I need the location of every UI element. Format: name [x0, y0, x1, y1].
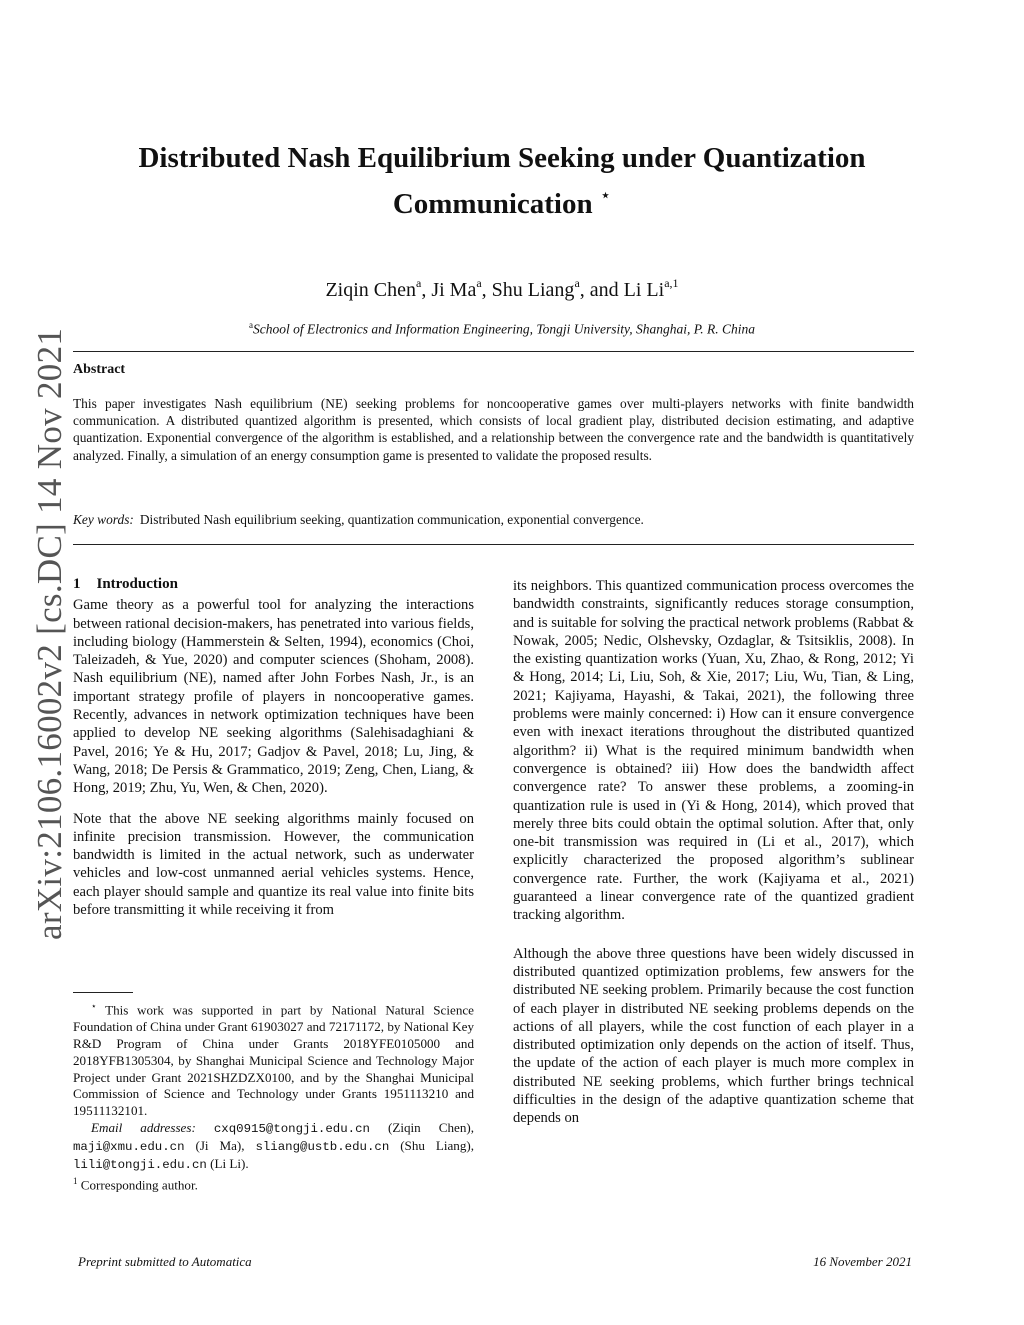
affiliation-text: School of Electronics and Information Engineering, Tongji University, Shanghai, P. R. China — [253, 321, 755, 337]
title-line-2-text: Communication — [392, 188, 593, 220]
keywords-text: Distributed Nash equilibrium seeking, quantization communication, exponential convergence. — [139, 512, 644, 527]
corresponding-footnote — [73, 1173, 474, 1194]
paragraph: Although the above three questions have been widely discussed in distributed quantized optimization problems, few answers for the distributed NE seeking problem. Primarily because the cost function of each player in distributed NE seeking problems depends on the actions of all players, while the cost function of each player in a distributed optimization only depends on the action of itself. Thus, the update of the action of each player is much more complex in distributed NE seeking problems, which further brings technical difficulties in the design of the adaptive quantization scheme that depends on — [513, 945, 914, 1127]
email-owner: (Ziqin Chen), — [388, 1119, 475, 1135]
paragraph: Game theory as a powerful tool for analyzing the interactions between rational decision-makers, has penetrated into various fields, including biology (Hammerstein & Selten, 1994), economics (Choi, Taleizadeh, & Yue, 2020) and computer sciences (Shoham, 2008). Nash equilibrium (NE), named after John Forbes Nash, Jr., is an important strategy profile of players in noncooperative games. Recently, advances in network optimization techniques have been applied to develop NE seeking algorithms (Salehisadaghiani & Pavel, 2016; Ye & Hu, 2017; Gadjov & Pavel, 2018; Lu, Jing, & Wang, 2018; De Persis & Grammatico, 2019; Zeng, Chen, Liang, & Hong, 2019; Zhu, Yu, Wen, & Chen, 2020). — [73, 597, 474, 797]
footnotes — [73, 998, 474, 1194]
funding-text: This work was supported in part by National Natural Science Foundation of China under Grant 61903027 and 72171172, by National Key R&D Program of China under Grants 2018YFE0105000 and 2018YFB1305304, by Shanghai Municipal Science and Technology Major Project under Grant 2021SHZDZX0100, and by the Shanghai Municipal Commission of Science and Technology under Grants 1951113210 and 19511132101. — [73, 1002, 474, 1119]
funding-footnote — [73, 998, 474, 1120]
author-separator: , — [421, 279, 432, 301]
divider-top — [73, 351, 914, 352]
paper-title — [80, 140, 924, 223]
author-list — [80, 269, 924, 304]
arxiv-identifier: arXiv:2106.16002v2 [cs.DC] 14 Nov 2021 — [30, 327, 69, 940]
section-title: Introduction — [96, 576, 178, 592]
divider-bottom — [73, 544, 914, 545]
corresponding-text: Corresponding author. — [80, 1177, 198, 1193]
author-name: Ji Ma — [431, 279, 477, 301]
footer-date: 16 November 2021 — [813, 1254, 912, 1269]
keywords-label: Key words: — [73, 512, 134, 527]
footnote-number-mark: 1 — [73, 1176, 78, 1187]
title-star-mark: ⋆ — [599, 185, 612, 205]
email-link[interactable]: maji@xmu.edu.cn — [73, 1139, 185, 1154]
footer-journal: Preprint submitted to Automatica — [78, 1254, 252, 1269]
section-heading — [73, 575, 474, 593]
abstract-text: This paper investigates Nash equilibrium (NE) seeking problems for noncooperative games over multi-players networks with finite bandwidth communication. A distributed quantized algorithm is presented, which consists of local gradient play, distributed decision estimating, and adaptive quantization. Exponential convergence of the algorithm is established, and a relationship between the convergence rate and the bandwidth is quantitatively analyzed. Finally, a simulation of an energy consumption game is presented to validate the proposed results. — [73, 396, 914, 463]
email-owner: (Shu Liang), — [400, 1137, 474, 1153]
author-affiliation-mark: a,1 — [664, 276, 679, 290]
email-link[interactable]: lili@tongji.edu.cn — [73, 1157, 207, 1172]
left-column — [73, 575, 474, 919]
title-line-1: Distributed Nash Equilibrium Seeking under Quantization — [138, 142, 866, 174]
email-footnote — [73, 1120, 474, 1173]
right-column — [513, 577, 914, 1128]
author-separator: , and — [579, 279, 624, 301]
footnote-star-mark: ⋆ — [91, 1001, 97, 1011]
author-name: Shu Liang — [491, 279, 575, 301]
title-line-2 — [80, 177, 924, 223]
author-name: Li Li — [623, 279, 665, 301]
section-number: 1 — [73, 576, 81, 592]
email-owner: (Li Li). — [210, 1155, 249, 1171]
author-affiliation-mark: a — [574, 276, 580, 290]
email-link[interactable]: cxq0915@tongji.edu.cn — [213, 1121, 370, 1136]
footnote-rule — [73, 992, 133, 993]
author-name: Ziqin Chen — [325, 279, 416, 301]
affiliation — [80, 320, 924, 338]
keywords — [73, 512, 914, 528]
author-affiliation-mark: a — [416, 276, 422, 290]
email-owner: (Ji Ma), — [195, 1137, 245, 1153]
author-separator: , — [481, 279, 492, 301]
paragraph: Note that the above NE seeking algorithms mainly focused on infinite precision transmission. However, the communication bandwidth is limited in the actual network, such as underwater vehicles and low-cost unmanned aerial vehicles systems. Hence, each player should sample and quantize its real value into finite bits before transmitting it while receiving it from — [73, 810, 474, 919]
email-link[interactable]: sliang@ustb.edu.cn — [255, 1139, 390, 1154]
affiliation-mark: a — [249, 320, 253, 330]
abstract-heading: Abstract — [73, 362, 126, 377]
email-label: Email addresses: — [91, 1119, 196, 1135]
paragraph: its neighbors. This quantized communication process overcomes the bandwidth constraints, significantly reduces storage consumption, and is suitable for solving the practical network problems (Rabbat & Nowak, 2005; Nedic, Olshevsky, Ozdaglar, & Tsitsiklis, 2008). In the existing quantization works (Yuan, Xu, Zhao, & Rong, 2012; Yi & Hong, 2014; Li, Liu, Soh, & Xie, 2017; Liu, Wu, Tian, & Ling, 2021; Kajiyama, Hayashi, & Takai, 2021), the following three problems were mainly concerned: i) How can it ensure convergence even with inexact iterations throughout the distributed quantized algorithm? ii) What is the required minimum bandwidth when convergence is obtained? iii) How does the bandwidth affect convergence rate? To answer these problems, a zooming-in quantization rule is used in (Yi & Hong, 2014), which proved that merely three bits could obtain the optimal solution. After that, only one-bit transmission was required in (Li et al., 2017), which explicitly characterized the proposed algorithm’s sublinear convergence rate. Further, the work (Kajiyama et al., 2021) guaranteed a linear convergence rate of the quantized gradient tracking algorithm. — [513, 578, 914, 924]
author-affiliation-mark: a — [476, 276, 482, 290]
